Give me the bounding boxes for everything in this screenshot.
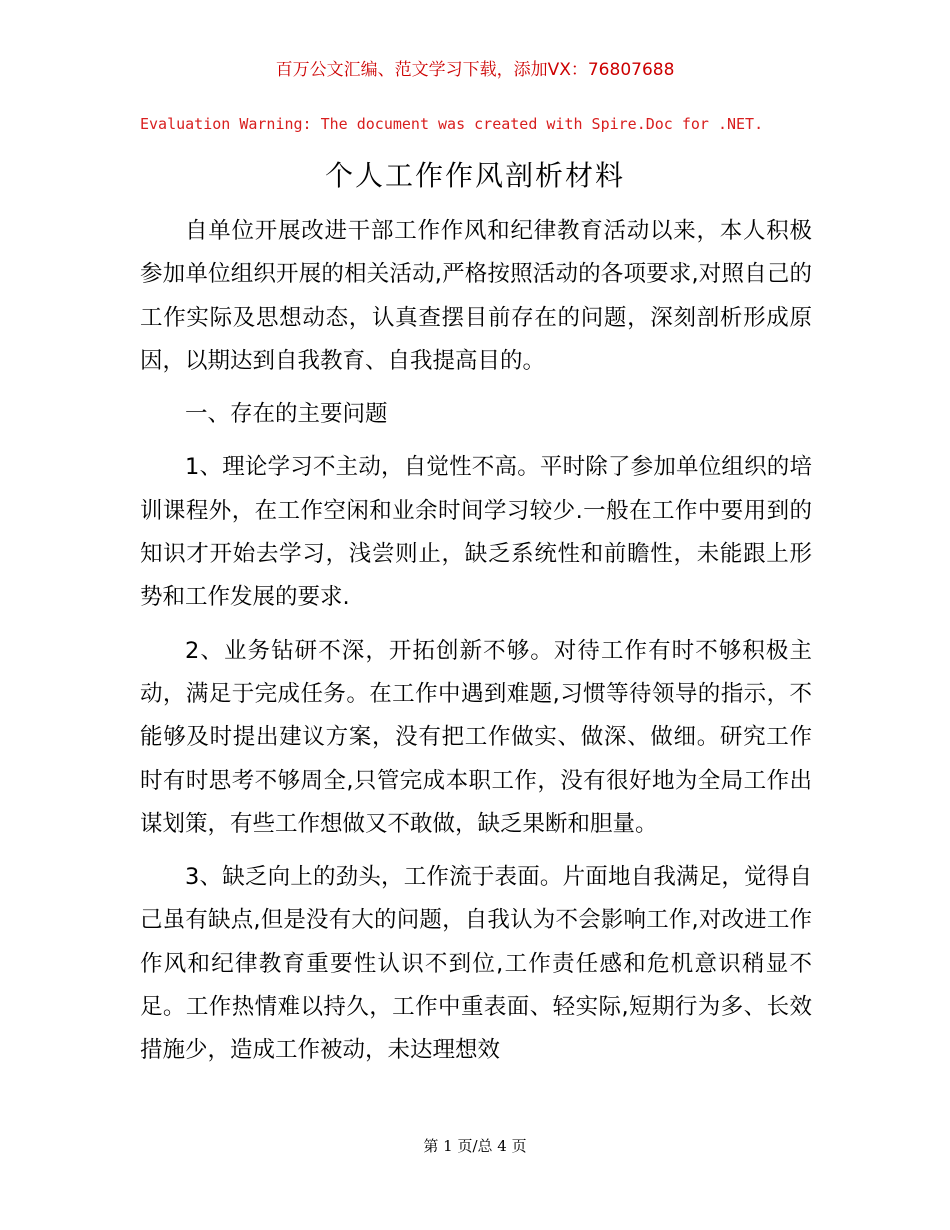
paragraph-intro: 自单位开展改进干部工作作风和纪律教育活动以来，本人积极参加单位组织开展的相关活动,严格按照活动的各项要求,对照自己的工作实际及思想动态，认真查摆目前存在的问题，深刻剖析形成原因，以期达到自我教育、自我提高目的。 bbox=[140, 218, 812, 374]
page-indicator: 第 1 页/总 4 页 bbox=[423, 1137, 527, 1155]
paragraph-item-3: 3、缺乏向上的劲头，工作流于表面。片面地自我满足，觉得自己虽有缺点,但是没有大的问题，自我认为不会影响工作,对改进工作作风和纪律教育重要性认识不到位,工作责任感和危机意识稍显不足。工作热情难以持久，工作中重表面、轻实际,短期行为多、长效措施少，造成工作被动，未达理想效 bbox=[140, 864, 812, 1064]
paragraph-item-2: 2、业务钻研不深，开拓创新不够。对待工作有时不够积极主动，满足于完成任务。在工作中遇到难题,习惯等待领导的指示，不能够及时提出建议方案，没有把工作做实、做深、做细。研究工作时有时思考不够周全,只管完成本职工作，没有很好地为全局工作出谋划策，有些工作想做又不敢做，缺乏果断和胆量。 bbox=[140, 637, 812, 837]
header-ad-text: 百万公文汇编、范文学习下载，添加VX：76807688 bbox=[275, 60, 675, 80]
document-body bbox=[140, 210, 812, 1083]
paragraph-item-1: 1、理论学习不主动，自觉性不高。平时除了参加单位组织的培训课程外，在工作空闲和业余时间学习较少.一般在工作中要用到的知识才开始去学习，浅尝则止，缺乏系统性和前瞻性，未能跟上形势和工作发展的要求. bbox=[140, 454, 812, 611]
evaluation-warning: Evaluation Warning: The document was created with Spire.Doc for .NET. bbox=[140, 115, 764, 133]
document-title: 个人工作作风剖析材料 bbox=[324, 159, 625, 192]
section-heading: 一、存在的主要问题 bbox=[185, 401, 388, 428]
